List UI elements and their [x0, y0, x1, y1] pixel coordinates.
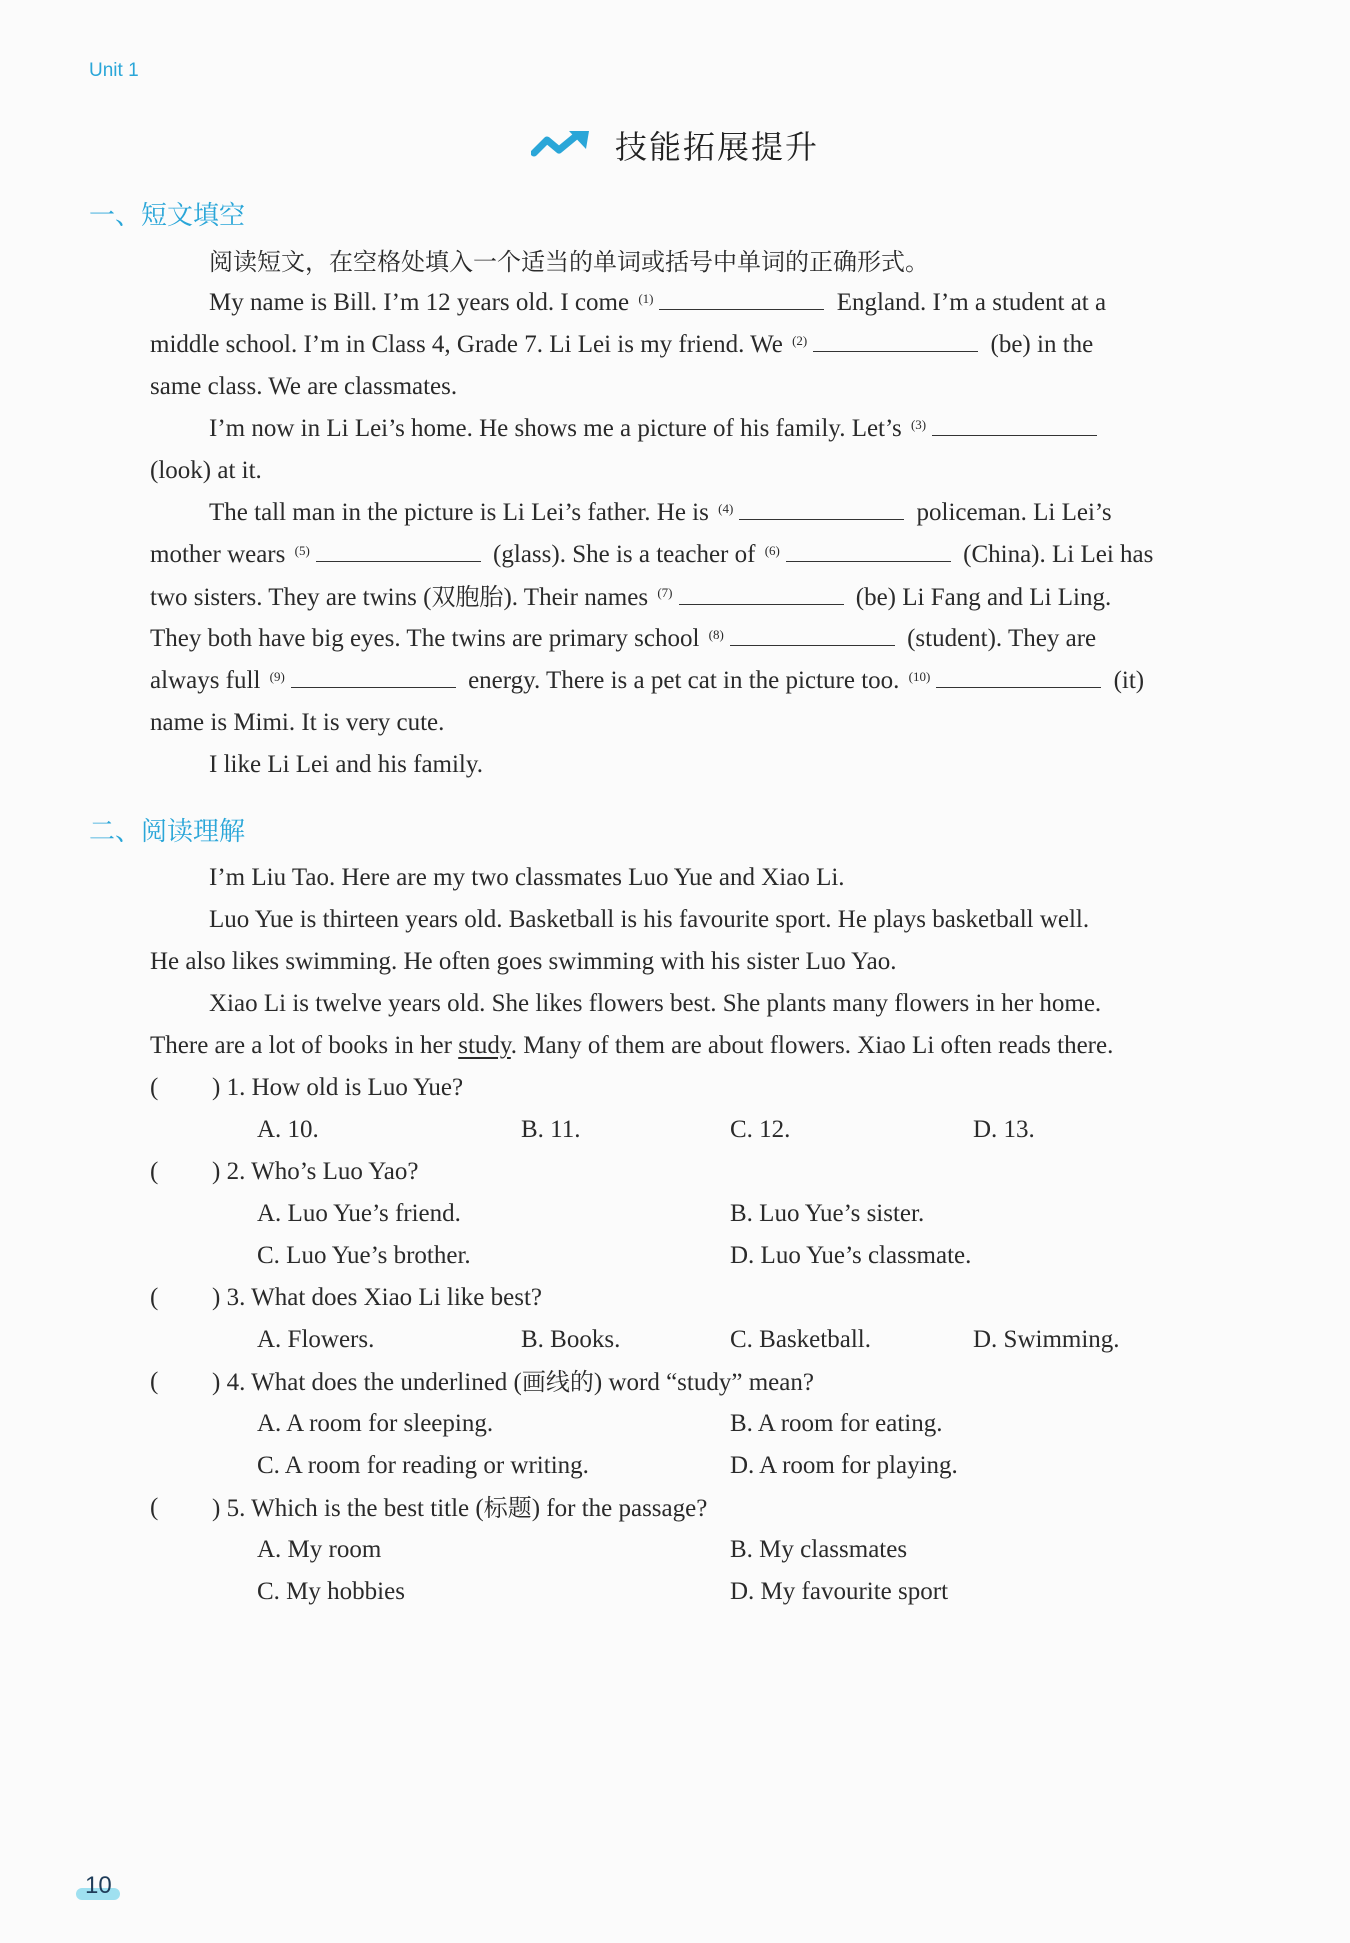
q5-option-d[interactable]: D. My favourite sport	[730, 1578, 949, 1605]
blank-number: (1)	[638, 291, 654, 306]
cloze-line-8: two sisters. They are twins (双胞胎). Their names $^{(7)}$ (be) Li Fang and Li Ling.	[150, 583, 1112, 611]
cloze-line-1: My name is Bill. I’m 12 years old. I come $^{(1)}$ England. I’m a student at a	[209, 289, 1107, 316]
cloze-line-10: always full $^{(9)}$ energy. There is a pet cat in the picture too. $^{(10)}$ (it)	[150, 667, 1145, 694]
q4-option-a[interactable]: A. A room for sleeping.	[257, 1410, 494, 1437]
q2-option-d[interactable]: D. Luo Yue’s classmate.	[730, 1242, 972, 1269]
section1-instruction: 阅读短文，在空格处填入一个适当的单词或括号中单词的正确形式。	[209, 248, 929, 276]
q2-option-c[interactable]: C. Luo Yue’s brother.	[257, 1242, 471, 1269]
trend-arrow-icon	[531, 129, 593, 161]
cloze-line-12: I like Li Lei and his family.	[209, 751, 483, 778]
underlined-word: study	[458, 1032, 511, 1059]
page-number: 10	[85, 1872, 112, 1899]
blank-8[interactable]	[730, 623, 895, 646]
cloze-line-2: middle school. I’m in Class 4, Grade 7. Li Lei is my friend. We $^{(2)}$ (be) in the	[150, 331, 1094, 358]
banner-title: 技能拓展提升	[614, 128, 819, 166]
question-5-stem: ) 5. Which is the best title (标题) for the passage?	[212, 1494, 708, 1522]
question-5-paren[interactable]: (	[150, 1494, 159, 1521]
section2-title: 二、阅读理解	[89, 817, 246, 847]
blank-2[interactable]	[813, 329, 978, 352]
passage-line-1: I’m Liu Tao. Here are my two classmates Luo Yue and Xiao Li.	[209, 864, 845, 891]
cloze-line-6: The tall man in the picture is Li Lei’s father. He is $^{(4)}$ policeman. Li Lei’s	[209, 499, 1112, 526]
q1-option-b[interactable]: B. 11.	[521, 1116, 581, 1143]
question-4-stem: ) 4. What does the underlined (画线的) word “study” mean?	[212, 1368, 814, 1396]
cloze-line-7: mother wears $^{(5)}$ (glass). She is a teacher of $^{(6)}$ (China). Li Lei has	[150, 541, 1154, 568]
blank-number: (4)	[718, 501, 734, 516]
blank-4[interactable]	[739, 497, 904, 520]
blank-number: (8)	[708, 627, 724, 642]
question-2-stem: ) 2. Who’s Luo Yao?	[212, 1158, 419, 1185]
blank-number: (7)	[657, 585, 673, 600]
section-banner	[0, 122, 1350, 168]
unit-label: Unit 1	[89, 60, 139, 81]
q1-option-a[interactable]: A. 10.	[257, 1116, 319, 1143]
question-3-paren[interactable]: (	[150, 1284, 159, 1311]
passage-line-5: There are a lot of books in her study. Many of them are about flowers. Xiao Li often reads there.	[150, 1032, 1114, 1059]
question-2-paren[interactable]: (	[150, 1158, 159, 1185]
cloze-line-5: (look) at it.	[150, 457, 262, 484]
q3-option-b[interactable]: B. Books.	[521, 1326, 621, 1353]
cloze-line-11: name is Mimi. It is very cute.	[150, 709, 445, 736]
q5-option-c[interactable]: C. My hobbies	[257, 1578, 405, 1605]
q2-option-b[interactable]: B. Luo Yue’s sister.	[730, 1200, 925, 1227]
blank-5[interactable]	[316, 539, 481, 562]
q1-option-c[interactable]: C. 12.	[730, 1116, 791, 1143]
question-3-stem: ) 3. What does Xiao Li like best?	[212, 1284, 543, 1311]
q3-option-d[interactable]: D. Swimming.	[973, 1326, 1120, 1353]
cloze-line-9: They both have big eyes. The twins are primary school $^{(8)}$ (student). They are	[150, 625, 1097, 652]
blank-number: (3)	[910, 417, 927, 432]
passage-line-2: Luo Yue is thirteen years old. Basketball is his favourite sport. He plays basketball well.	[209, 906, 1090, 933]
q1-option-d[interactable]: D. 13.	[973, 1116, 1035, 1143]
section1-title: 一、短文填空	[89, 201, 246, 231]
blank-number: (10)	[908, 669, 931, 684]
cloze-line-3: same class. We are classmates.	[150, 373, 458, 400]
cloze-line-4: I’m now in Li Lei’s home. He shows me a picture of his family. Let’s $^{(3)}$	[209, 413, 1103, 445]
q2-option-a[interactable]: A. Luo Yue’s friend.	[257, 1200, 461, 1227]
blank-number: (2)	[792, 333, 808, 348]
question-1-stem: ) 1. How old is Luo Yue?	[212, 1074, 464, 1101]
blank-3[interactable]	[932, 413, 1097, 436]
q4-option-d[interactable]: D. A room for playing.	[730, 1452, 958, 1479]
question-4-paren[interactable]: (	[150, 1368, 159, 1395]
passage-line-4: Xiao Li is twelve years old. She likes flowers best. She plants many flowers in her home.	[209, 990, 1102, 1017]
q3-option-c[interactable]: C. Basketball.	[730, 1326, 871, 1353]
q5-option-b[interactable]: B. My classmates	[730, 1536, 908, 1563]
q4-option-b[interactable]: B. A room for eating.	[730, 1410, 943, 1437]
blank-number: (9)	[269, 669, 285, 684]
blank-10[interactable]	[936, 665, 1101, 688]
question-1-paren[interactable]: (	[150, 1074, 159, 1101]
blank-number: (5)	[294, 543, 310, 558]
q5-option-a[interactable]: A. My room	[257, 1536, 382, 1563]
blank-7[interactable]	[679, 582, 844, 605]
blank-9[interactable]	[291, 665, 456, 688]
blank-6[interactable]	[786, 539, 951, 562]
q4-option-c[interactable]: C. A room for reading or writing.	[257, 1452, 589, 1479]
blank-1[interactable]	[659, 287, 824, 310]
passage-line-3: He also likes swimming. He often goes swimming with his sister Luo Yao.	[150, 948, 897, 975]
blank-number: (6)	[764, 543, 780, 558]
q3-option-a[interactable]: A. Flowers.	[257, 1326, 375, 1353]
